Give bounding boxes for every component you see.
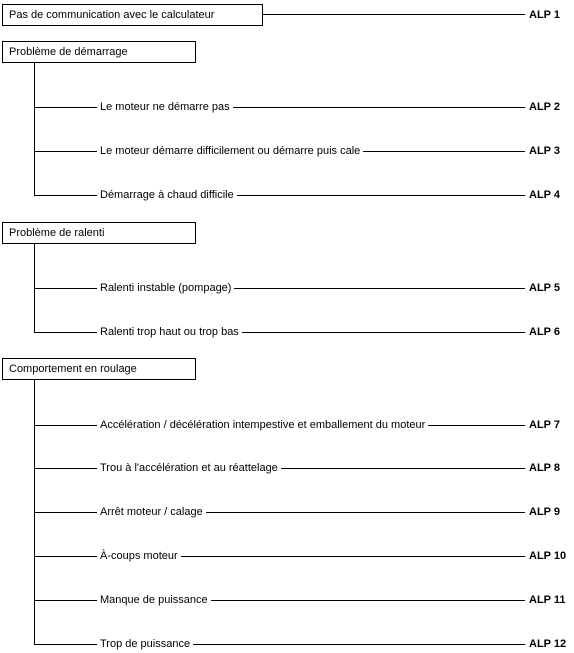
group-title: Comportement en roulage bbox=[9, 363, 137, 375]
alp-code: ALP 6 bbox=[525, 325, 560, 339]
group-title: Problème de ralenti bbox=[9, 227, 105, 239]
group-box-ralenti bbox=[2, 222, 196, 244]
item-label: Ralenti trop haut ou trop bas bbox=[97, 325, 242, 339]
alp-code: ALP 4 bbox=[525, 188, 560, 202]
item-label: Démarrage à chaud difficile bbox=[97, 188, 237, 202]
group-title: Problème de démarrage bbox=[9, 46, 128, 58]
alp-code: ALP 7 bbox=[525, 418, 560, 432]
alp-code: ALP 2 bbox=[525, 100, 560, 114]
item-label: À-coups moteur bbox=[97, 549, 181, 563]
item-label: Ralenti instable (pompage) bbox=[97, 281, 234, 295]
item-label: Trou à l'accélération et au réattelage bbox=[97, 461, 281, 475]
item-label: Manque de puissance bbox=[97, 593, 211, 607]
item-label: Trop de puissance bbox=[97, 637, 193, 651]
connector-line bbox=[263, 14, 525, 15]
alp-code: ALP 8 bbox=[525, 461, 560, 475]
alp-code: ALP 3 bbox=[525, 144, 560, 158]
branch-trunk bbox=[34, 63, 35, 195]
alp-code: ALP 5 bbox=[525, 281, 560, 295]
top-item-box bbox=[2, 4, 263, 26]
group-box-roulage bbox=[2, 358, 196, 380]
alp-code: ALP 1 bbox=[525, 8, 560, 22]
alp-code: ALP 10 bbox=[525, 549, 566, 563]
item-label: Accélération / décélération intempestive et emballement du moteur bbox=[97, 418, 428, 432]
group-box-demarrage bbox=[2, 41, 196, 63]
item-label: Arrêt moteur / calage bbox=[97, 505, 206, 519]
top-item-label: Pas de communication avec le calculateur bbox=[9, 9, 215, 21]
alp-code: ALP 11 bbox=[525, 593, 566, 607]
item-label: Le moteur ne démarre pas bbox=[97, 100, 233, 114]
alp-code: ALP 12 bbox=[525, 637, 566, 651]
alp-code: ALP 9 bbox=[525, 505, 560, 519]
item-label: Le moteur démarre difficilement ou démarre puis cale bbox=[97, 144, 363, 158]
